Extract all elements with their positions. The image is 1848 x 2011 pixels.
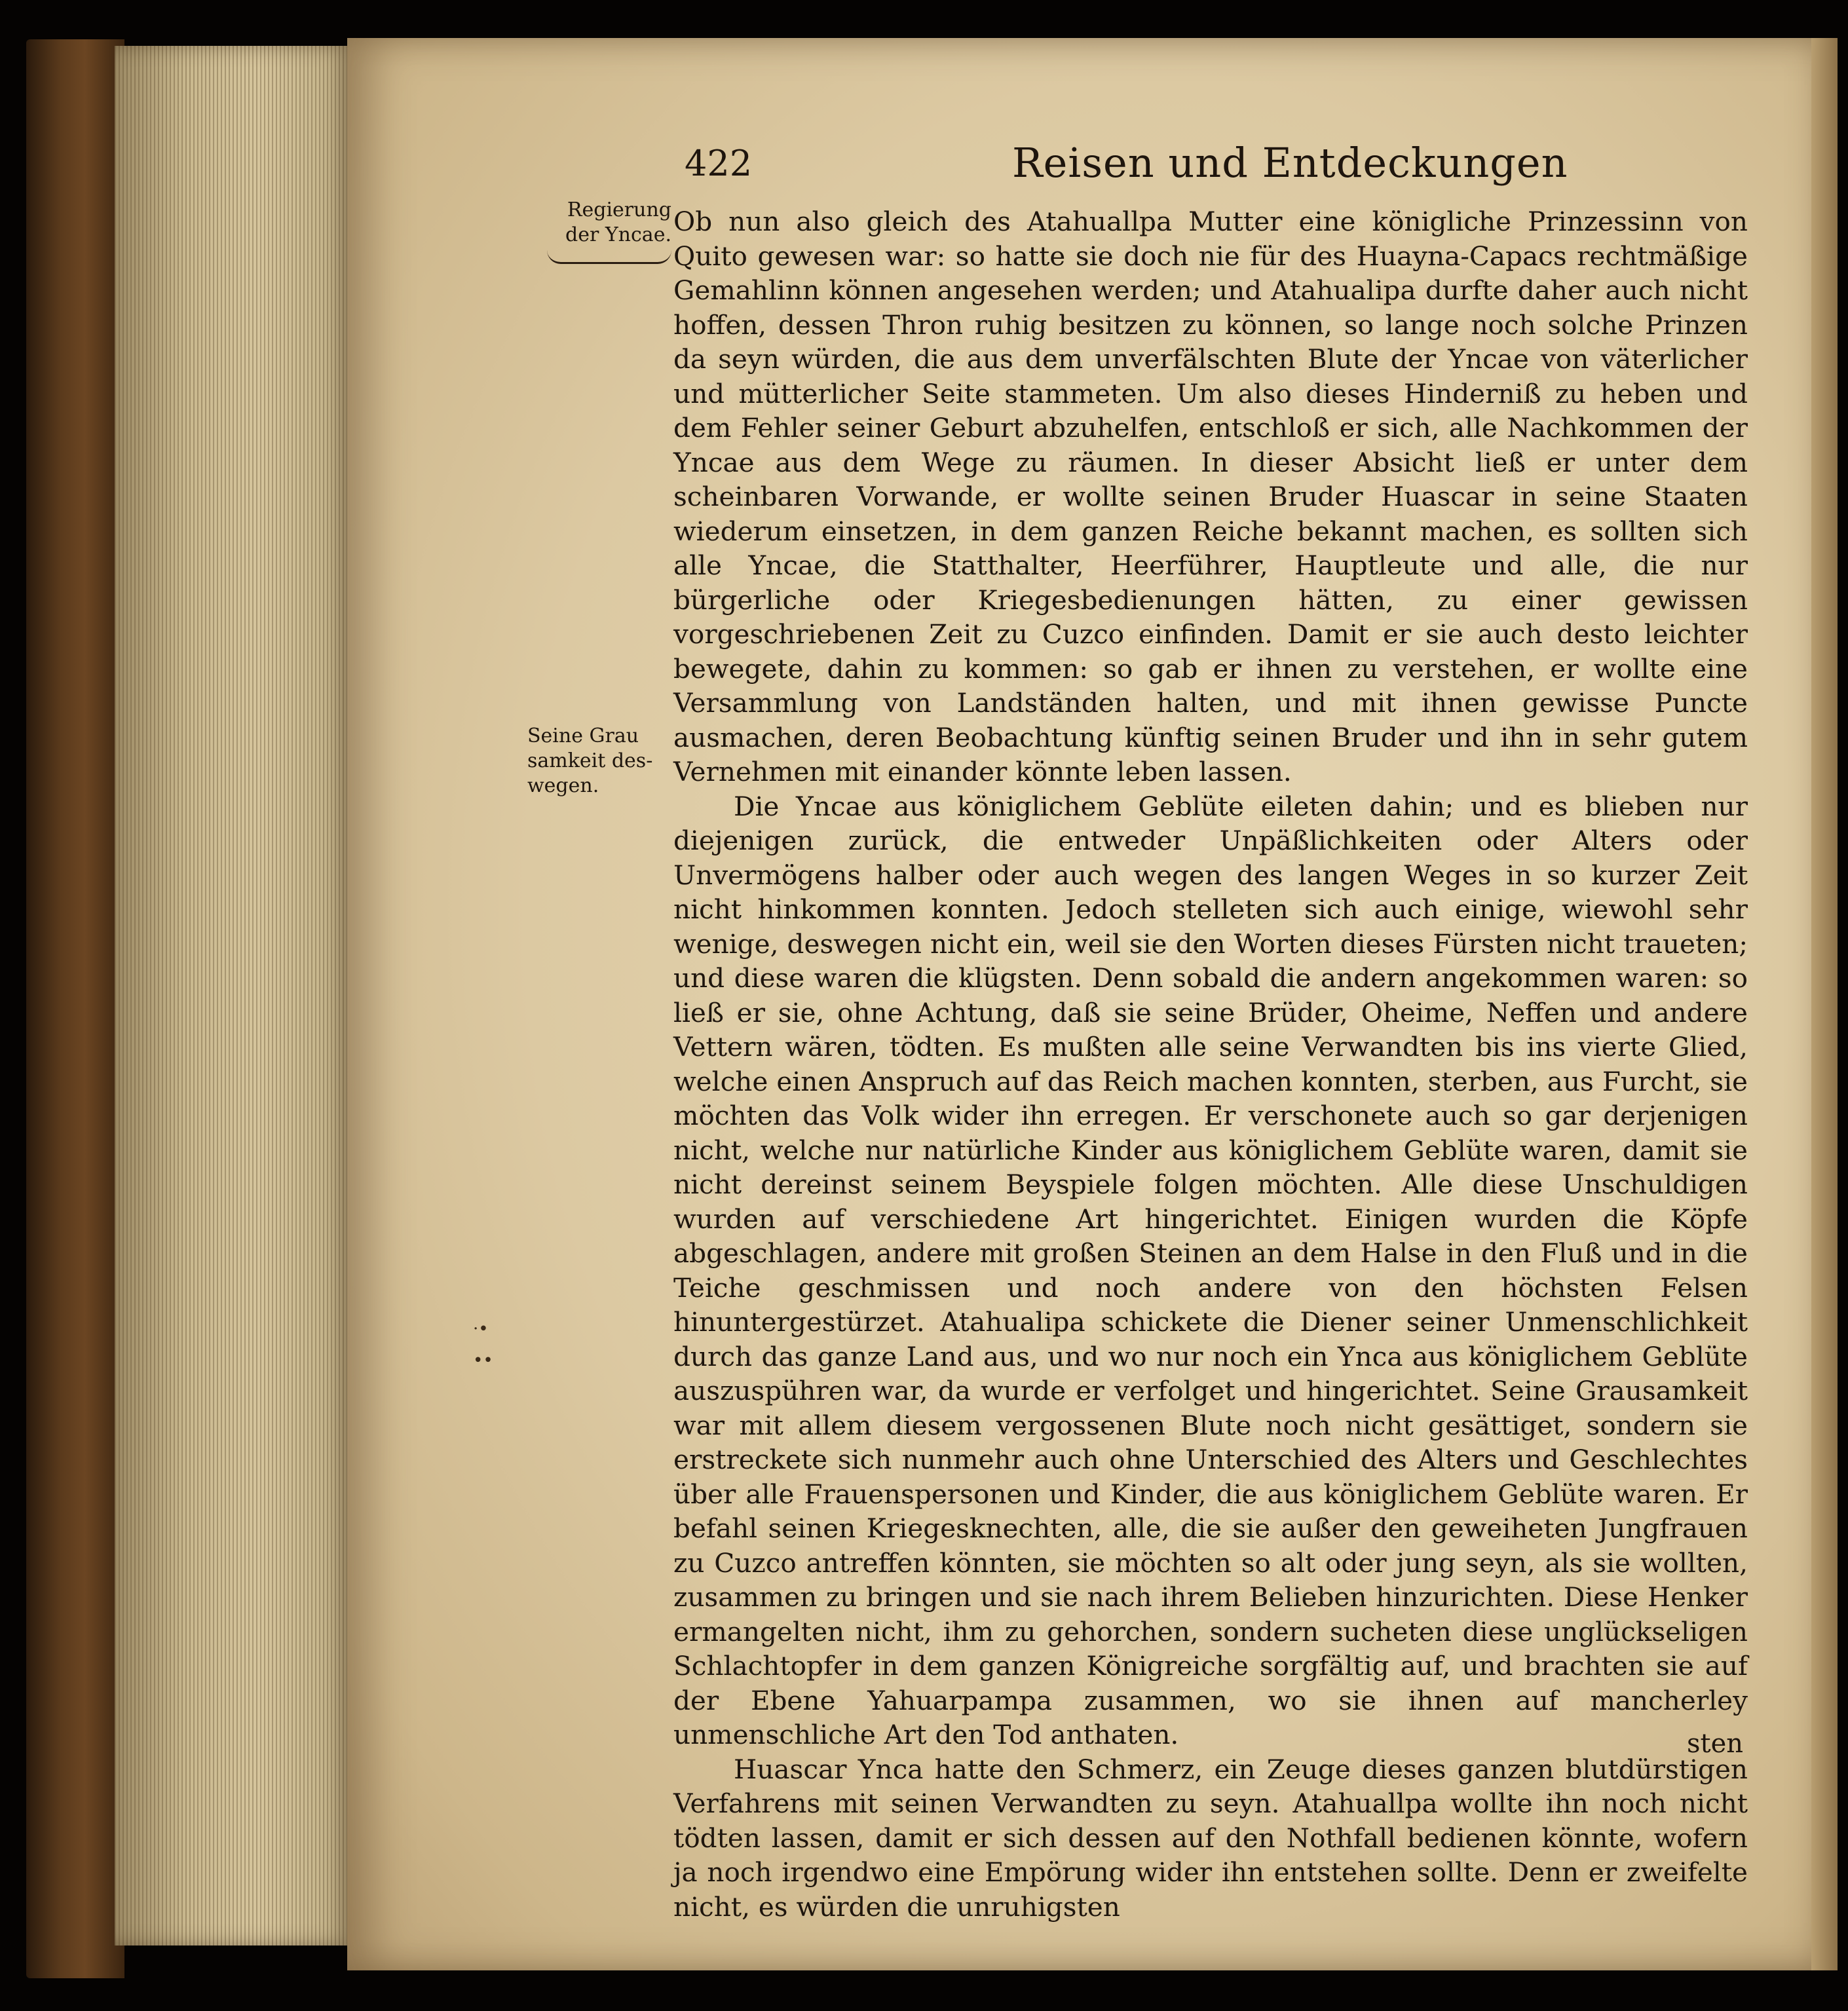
margin-note-government [537,198,671,264]
book-cover [26,39,124,1978]
margin-note-text: Seine Grau samkeit des- wegen. [527,724,653,797]
page-header [685,141,1602,193]
body-text [673,204,1748,1924]
paragraph: Die Yncae aus königlichem Geblüte eileten dahin; und es blieben nur diejenigen zurück, die entweder Unpäßlichkeiten oder Alters oder Unvermögens halber oder auch wegen des langen Weges in so kurzer Zeit nicht hinkommen konnten. Jedoch stelleten sich auch einige, wiewohl sehr wenige, deswegen nicht ein, weil sie den Worten dieses Fürsten nicht traueten; und diese waren die klügsten. Denn sobald die andern angekommen waren: so ließ er sie, ohne Achtung, daß sie seine Brüder, Oheime, Neffen und andere Vettern wären, tödten. Es mußten alle seine Verwandten bis ins vierte Glied, welche einen Anspruch auf das Reich machen konnten, sterben, aus Furcht, sie möchten das Volk wider ihn erregen. Er verschonete auch so gar derjenigen nicht, welche nur natürliche Kinder aus königlichem Geblüte waren, damit sie nicht dereinst seinem Beyspiele folgen möchten. Alle diese Unschuldigen wurden auf verschiedene Art hingerichtet. Einigen wurden die Köpfe abgeschlagen, andere mit großen Steinen an dem Halse in den Fluß und in die Teiche geschmissen und noch andere von den höchsten Felsen hinuntergestürzet. Atahualipa schickete die Diener seiner Unmenschlichkeit durch das ganze Land aus, und wo nur noch ein Ynca aus königlichem Geblüte auszuspühren war, da wurde er verfolget und hingerichtet. Seine Grausamkeit war mit allem diesem vergossenen Blute noch nicht gesättiget, sondern sie erstreckete sich nunmehr auch ohne Unterschied des Alters und Geschlechtes über alle Frauenspersonen und Kinder, die aus königlichem Geblüte waren. Er befahl seinen Kriegesknechten, alle, die sie außer den geweiheten Jungfrauen zu Cuzco antreffen könnten, sie möchten so alt oder jung seyn, als sie wollten, zusammen zu bringen und sie nach ihrem Belieben hinzurichten. Diese Henker ermangelten nicht, ihm zu gehorchen, sondern sucheten diese unglückseligen Schlachtopfer in dem ganzen Königreiche sorgfältig auf, und brachten sie auf der Ebene Yahuarpampa zusammen, wo sie ihnen auf mancherley unmenschliche Art den Tod anthaten. [673,790,1748,1750]
page-edges [115,46,354,1945]
margin-marks: ·• •• [473,1319,493,1370]
paragraph: Ob nun also gleich des Atahuallpa Mutter eine königliche Prinzessinn von Quito gewesen war: so hatte sie doch nie für des Huayna-Capacs rechtmäßige Gemahlinn können angesehen werden; und Atahualipa durfte daher auch nicht hoffen, dessen Thron ruhig besitzen zu können, so lange noch solche Prinzen da seyn würden, die aus dem unverfälschten Blute der Yncae von väterlicher und mütterlicher Seite stammeten. Um also dieses Hinderniß zu heben und dem Fehler seiner Geburt abzuhelfen, entschloß er sich, alle Nachkommen der Yncae aus dem Wege zu räumen. In dieser Absicht ließ er unter dem scheinbaren Vorwande, er wollte seinen Bruder Huascar in seine Staaten wiederum einsetzen, in dem ganzen Reiche bekannt machen, es sollten sich alle Yncae, die Statthalter, Heerführer, Hauptleute und alle, die nur bürgerliche oder Kriegesbedienungen hätten, zu einer gewissen vorgeschriebenen Zeit zu Cuzco einfinden. Damit er sie auch desto leichter bewegete, dahin zu kommen: so gab er ihnen zu verstehen, er wollte eine Versammlung von Landständen halten, und mit ihnen gewisse Puncte ausmachen, deren Beobachtung künftig seinen Bruder und ihn in sehr gutem Vernehmen mit einander könnte leben lassen. [673,206,1748,787]
brace-ornament [547,250,671,264]
paragraph: Huascar Ynca hatte den Schmerz, ein Zeuge dieses ganzen blutdürstigen Verfahrens mit seinen Verwandten zu seyn. Atahuallpa wollte ihn noch nicht tödten lassen, damit er sich dessen auf den Nothfall bedienen könnte, wofern ja noch irgendwo eine Empörung wider ihn entstehen sollte. Denn er zweifelte nicht, es würden die unruhigsten [673,1753,1748,1923]
page-gutter [1811,38,1838,1970]
page-number: 422 [685,143,753,184]
margin-note-text: Regierung der Yncae. [565,198,671,246]
catchword: sten [1687,1729,1744,1759]
running-head: Reisen und Entdeckungen [1012,139,1568,187]
margin-note-cruelty [527,724,665,799]
